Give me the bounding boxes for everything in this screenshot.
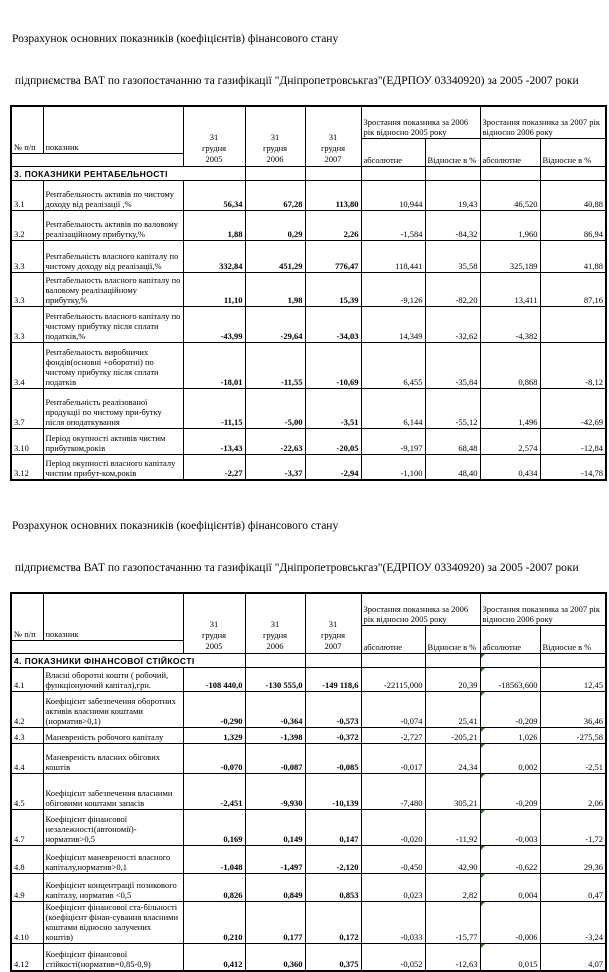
indicator-name: Період окупності власного капіталу чистим прибут-ком,років bbox=[43, 454, 183, 480]
growth-2007-relative bbox=[540, 306, 606, 342]
green-corner-marker-icon bbox=[481, 874, 485, 878]
row-number: 4.8 bbox=[11, 845, 43, 873]
date-line: 2005 bbox=[205, 153, 223, 164]
growth-2007-absolute-cell bbox=[480, 873, 540, 901]
date-line: грудня bbox=[201, 629, 227, 640]
row-number: 4.1 bbox=[11, 667, 43, 691]
growth-2006-absolute: -0,450 bbox=[361, 845, 425, 873]
value-2006: -11,55 bbox=[245, 342, 305, 388]
value-2006: -130 555,0 bbox=[245, 667, 305, 691]
date-line: 31 bbox=[270, 618, 280, 629]
growth-2006-absolute: -22115,000 bbox=[361, 667, 425, 691]
indicator-row bbox=[11, 743, 606, 773]
date-line: грудня bbox=[262, 142, 288, 153]
growth-2006-relative: -11,92 bbox=[425, 809, 480, 845]
value-2005: 0,826 bbox=[183, 873, 245, 901]
indicator-name: Рентабельность власного капіталу по валовому реалізаційному прибутку,% bbox=[43, 272, 183, 306]
value-2006: -9,930 bbox=[245, 773, 305, 809]
indicator-row bbox=[11, 809, 606, 845]
growth-2007-relative: -2,51 bbox=[540, 743, 606, 773]
row-number: 4.9 bbox=[11, 873, 43, 901]
value-2005: 332,84 bbox=[183, 240, 245, 272]
growth-2006-relative: 35,58 bbox=[425, 240, 480, 272]
report-title-2-line1: Розрахунок основних показників (коефіцієнтів) фінансового стану bbox=[12, 520, 339, 532]
indicator-row bbox=[11, 180, 606, 210]
value-2006: 0,29 bbox=[245, 210, 305, 240]
growth-2007-absolute-cell bbox=[480, 428, 540, 454]
indicator-row bbox=[11, 388, 606, 428]
row-number: 4.10 bbox=[11, 901, 43, 943]
header-row-top bbox=[11, 106, 606, 138]
value-2005: -0,290 bbox=[183, 691, 245, 727]
green-corner-marker-icon bbox=[481, 668, 485, 672]
row-number: 4.7 bbox=[11, 809, 43, 845]
value-2007: 0,375 bbox=[305, 943, 361, 971]
col-header-indicator: показник bbox=[43, 593, 183, 640]
col-header-date-2006 bbox=[245, 593, 305, 653]
growth-2007-relative: -12,84 bbox=[540, 428, 606, 454]
value-2005: -11,15 bbox=[183, 388, 245, 428]
growth-2006-absolute: 6,455 bbox=[361, 342, 425, 388]
growth-2006-relative: 305,21 bbox=[425, 773, 480, 809]
col-header-number: № п/п bbox=[11, 593, 43, 640]
section-empty-cell bbox=[245, 653, 305, 667]
report-title-1 bbox=[12, 4, 609, 102]
growth-2006-relative: -32,62 bbox=[425, 306, 480, 342]
header-gap-cell bbox=[11, 640, 183, 653]
indicator-name: Власні оборотні кошти ( робочий, функціонуючий капітал),грн. bbox=[43, 667, 183, 691]
growth-2006-absolute: -2,727 bbox=[361, 727, 425, 743]
growth-2007-relative: 86,94 bbox=[540, 210, 606, 240]
section-empty-cell bbox=[480, 653, 540, 667]
growth-2007-absolute: 0,868 bbox=[518, 376, 538, 387]
section-empty-cell bbox=[361, 166, 425, 180]
date-line: 2005 bbox=[205, 640, 223, 651]
section-empty-cell bbox=[425, 653, 480, 667]
col-header-number: № п/п bbox=[11, 106, 43, 153]
indicator-row bbox=[11, 773, 606, 809]
growth-2006-relative: -205,21 bbox=[425, 727, 480, 743]
value-2006: -1,497 bbox=[245, 845, 305, 873]
header-row-top bbox=[11, 593, 606, 625]
indicator-name: Коефіцієнт забезпечення оборотних активів власними коштами (норматив>0,1) bbox=[43, 691, 183, 727]
growth-2006-relative: -35,84 bbox=[425, 342, 480, 388]
value-2005: -18,01 bbox=[183, 342, 245, 388]
col-header-date-2007 bbox=[305, 593, 361, 653]
value-2006: 0,177 bbox=[245, 901, 305, 943]
row-number: 4.4 bbox=[11, 743, 43, 773]
header-gap-cell bbox=[11, 153, 183, 166]
green-corner-marker-icon bbox=[481, 944, 485, 948]
growth-2007-absolute: 1,960 bbox=[518, 228, 538, 239]
value-2007: -2,94 bbox=[305, 454, 361, 480]
indicator-name: Рентабельность виробничих фондів(основні +оборотні) по чистому прибутку після сплати податків bbox=[43, 342, 183, 388]
growth-2006-absolute: -1,584 bbox=[361, 210, 425, 240]
col-header-growth-2007: Зростання показника за 2007 рік відносно 2006 року bbox=[480, 593, 606, 625]
value-2005: -13,43 bbox=[183, 428, 245, 454]
date-line: грудня bbox=[320, 142, 346, 153]
value-2006: 1,98 bbox=[245, 272, 305, 306]
row-number: 3.7 bbox=[11, 388, 43, 428]
section-title: 3. ПОКАЗНИКИ РЕНТАБЕЛЬНОСТІ bbox=[11, 166, 245, 180]
growth-2007-absolute-cell bbox=[480, 773, 540, 809]
growth-2007-absolute: 0,015 bbox=[518, 959, 538, 969]
growth-2007-absolute: 0,434 bbox=[518, 468, 538, 478]
indicator-name: Рентабельність власного капіталу по чистому доходу від реалізації,% bbox=[43, 240, 183, 272]
green-corner-marker-icon bbox=[481, 774, 485, 778]
growth-2006-absolute: 118,441 bbox=[361, 240, 425, 272]
col-header-date-2006 bbox=[245, 106, 305, 166]
indicator-row bbox=[11, 454, 606, 480]
col-header-relative-2007: Відносне в % bbox=[540, 138, 606, 166]
green-corner-marker-icon bbox=[481, 810, 485, 814]
value-2005: -2,27 bbox=[183, 454, 245, 480]
growth-2007-absolute-cell bbox=[480, 180, 540, 210]
growth-2007-absolute-cell bbox=[480, 845, 540, 873]
section-empty-cell bbox=[305, 166, 361, 180]
value-2006: 67,28 bbox=[245, 180, 305, 210]
col-header-relative-2006: Відносне в % bbox=[425, 625, 480, 653]
indicator-name: Коефіцієнт концентрації позикового капіталу, норматив <0,5 bbox=[43, 873, 183, 901]
value-2007: -2,120 bbox=[305, 845, 361, 873]
growth-2006-relative: 68,48 bbox=[425, 428, 480, 454]
value-2007: 0,172 bbox=[305, 901, 361, 943]
date-line: 31 bbox=[328, 131, 338, 142]
value-2007: 113,80 bbox=[305, 180, 361, 210]
value-2005: -108 440,0 bbox=[183, 667, 245, 691]
value-2005: 11,10 bbox=[183, 272, 245, 306]
growth-2006-relative: -84,32 bbox=[425, 210, 480, 240]
value-2006: 451,29 bbox=[245, 240, 305, 272]
value-2007: 15,39 bbox=[305, 272, 361, 306]
indicator-row bbox=[11, 845, 606, 873]
growth-2006-relative: -82,20 bbox=[425, 272, 480, 306]
growth-2006-relative: 24,34 bbox=[425, 743, 480, 773]
growth-2007-absolute: -0,209 bbox=[515, 797, 538, 808]
indicator-name: Рентабельность активів по чистому доходу від реалізації ,% bbox=[43, 180, 183, 210]
growth-2007-absolute: 0,002 bbox=[518, 761, 538, 772]
indicator-row bbox=[11, 691, 606, 727]
indicator-row bbox=[11, 943, 606, 971]
date-line: 2007 bbox=[324, 153, 342, 164]
growth-2007-absolute: -0,209 bbox=[515, 715, 538, 726]
growth-2007-relative: 12,45 bbox=[540, 667, 606, 691]
date-line: 2006 bbox=[266, 153, 284, 164]
growth-2007-absolute-cell bbox=[480, 691, 540, 727]
col-header-absolute-2006: абсолютне bbox=[361, 625, 425, 653]
indicator-name: Коефіцієнт фінансової незалежності(автономії)-норматив>0,5 bbox=[43, 809, 183, 845]
growth-2007-absolute-cell bbox=[480, 809, 540, 845]
value-2005: 0,210 bbox=[183, 901, 245, 943]
growth-2007-absolute-cell bbox=[480, 454, 540, 480]
section-row bbox=[11, 653, 606, 667]
growth-2007-relative: 87,16 bbox=[540, 272, 606, 306]
growth-2007-relative: -3,24 bbox=[540, 901, 606, 943]
growth-2007-absolute-cell bbox=[480, 901, 540, 943]
indicator-name: Рентабельность активів по валовому реалізаційному прибутку,% bbox=[43, 210, 183, 240]
indicator-row bbox=[11, 342, 606, 388]
col-header-relative-2006: Відносне в % bbox=[425, 138, 480, 166]
section-empty-cell bbox=[540, 653, 606, 667]
date-line: грудня bbox=[201, 142, 227, 153]
growth-2007-absolute-cell bbox=[480, 727, 540, 743]
col-header-absolute-2006: абсолютне bbox=[361, 138, 425, 166]
growth-2006-relative: -55,12 bbox=[425, 388, 480, 428]
col-header-date-2005 bbox=[183, 106, 245, 166]
green-corner-marker-icon bbox=[481, 902, 485, 906]
row-number: 3.10 bbox=[11, 428, 43, 454]
growth-2006-absolute: 0,023 bbox=[361, 873, 425, 901]
indicator-row bbox=[11, 873, 606, 901]
section-empty-cell bbox=[245, 166, 305, 180]
indicator-row bbox=[11, 667, 606, 691]
growth-2007-absolute-cell bbox=[480, 306, 540, 342]
indicator-row bbox=[11, 210, 606, 240]
growth-2007-relative: 0,47 bbox=[540, 873, 606, 901]
indicator-row bbox=[11, 240, 606, 272]
table-body bbox=[11, 106, 606, 480]
value-2007: 776,47 bbox=[305, 240, 361, 272]
profitability-table-container bbox=[0, 105, 609, 481]
growth-2007-relative: -14,78 bbox=[540, 454, 606, 480]
indicator-row bbox=[11, 727, 606, 743]
growth-2007-absolute: 2,574 bbox=[518, 442, 538, 453]
growth-2006-absolute: 10,944 bbox=[361, 180, 425, 210]
growth-2006-relative: -12,63 bbox=[425, 943, 480, 971]
growth-2006-absolute: -0,020 bbox=[361, 809, 425, 845]
green-corner-marker-icon bbox=[481, 728, 485, 732]
growth-2006-relative: 42,90 bbox=[425, 845, 480, 873]
row-number: 3.3 bbox=[11, 306, 43, 342]
value-2006: -22,63 bbox=[245, 428, 305, 454]
value-2007: -3,51 bbox=[305, 388, 361, 428]
value-2007: -34,03 bbox=[305, 306, 361, 342]
financial-stability-table bbox=[10, 592, 607, 972]
col-header-growth-2007: Зростання показника за 2007 рік відносно 2006 року bbox=[480, 106, 606, 138]
growth-2006-relative: 19,43 bbox=[425, 180, 480, 210]
green-corner-marker-icon bbox=[481, 654, 485, 658]
section-row bbox=[11, 166, 606, 180]
value-2005: -1,048 bbox=[183, 845, 245, 873]
table-body bbox=[11, 593, 606, 971]
growth-2007-absolute-cell bbox=[480, 667, 540, 691]
growth-2007-absolute: -0,622 bbox=[515, 861, 538, 872]
date-line: грудня bbox=[320, 629, 346, 640]
growth-2007-absolute: 13,411 bbox=[514, 294, 538, 305]
indicator-name: Маневреність робочого капіталу bbox=[43, 727, 183, 743]
growth-2007-relative: -275,58 bbox=[540, 727, 606, 743]
row-number: 3.12 bbox=[11, 454, 43, 480]
growth-2007-relative: -42,69 bbox=[540, 388, 606, 428]
date-line: 31 bbox=[328, 618, 338, 629]
profitability-table bbox=[10, 105, 607, 481]
section-empty-cell bbox=[480, 166, 540, 180]
section-empty-cell bbox=[361, 653, 425, 667]
growth-2006-absolute: -0,033 bbox=[361, 901, 425, 943]
row-number: 3.2 bbox=[11, 210, 43, 240]
date-line: 31 bbox=[209, 131, 219, 142]
row-number: 3.3 bbox=[11, 240, 43, 272]
value-2005: 0,169 bbox=[183, 809, 245, 845]
date-line: грудня bbox=[262, 629, 288, 640]
growth-2006-relative: 48,40 bbox=[425, 454, 480, 480]
value-2007: -10,139 bbox=[305, 773, 361, 809]
value-2005: -0,070 bbox=[183, 743, 245, 773]
indicator-name: Коефіцієнт фінансової ста-більності (коефіцієнт фінан-сування власними коштами відносно залучених коштів) bbox=[43, 901, 183, 943]
section-title: 4. ПОКАЗНИКИ ФІНАНСОВОЇ СТІЙКОСТІ bbox=[11, 653, 245, 667]
growth-2007-absolute-cell bbox=[480, 388, 540, 428]
growth-2007-relative: 2,06 bbox=[540, 773, 606, 809]
indicator-name: Маневреність власних обігових коштів bbox=[43, 743, 183, 773]
report-title-2 bbox=[12, 491, 609, 589]
green-corner-marker-icon bbox=[481, 846, 485, 850]
value-2006: -0,087 bbox=[245, 743, 305, 773]
growth-2007-absolute: -18563,600 bbox=[498, 679, 538, 690]
indicator-row bbox=[11, 428, 606, 454]
green-corner-marker-icon bbox=[481, 744, 485, 748]
value-2007: -10,69 bbox=[305, 342, 361, 388]
value-2006: -0,364 bbox=[245, 691, 305, 727]
report-title-1-line1: Розрахунок основних показників (коефіцієнтів) фінансового стану bbox=[12, 33, 339, 45]
value-2006: -1,398 bbox=[245, 727, 305, 743]
value-2007: -149 118,6 bbox=[305, 667, 361, 691]
growth-2007-absolute-cell bbox=[480, 210, 540, 240]
indicator-name: Коефіцієнт фінансової стійкості(норматив=0,85-0,9) bbox=[43, 943, 183, 971]
indicator-name: Період окупності активів чистим прибутком,років bbox=[43, 428, 183, 454]
date-line: 31 bbox=[209, 618, 219, 629]
growth-2006-absolute: -9,126 bbox=[361, 272, 425, 306]
value-2007: -0,085 bbox=[305, 743, 361, 773]
date-line: 2006 bbox=[266, 640, 284, 651]
indicator-row bbox=[11, 272, 606, 306]
col-header-indicator: показник bbox=[43, 106, 183, 153]
date-line: 31 bbox=[270, 131, 280, 142]
growth-2006-absolute: -0,017 bbox=[361, 743, 425, 773]
growth-2007-relative: 29,36 bbox=[540, 845, 606, 873]
value-2005: 1,88 bbox=[183, 210, 245, 240]
value-2006: 0,149 bbox=[245, 809, 305, 845]
growth-2007-relative: 36,46 bbox=[540, 691, 606, 727]
growth-2007-absolute: -4,382 bbox=[515, 330, 538, 341]
growth-2007-absolute-cell bbox=[480, 342, 540, 388]
growth-2007-relative: 41,88 bbox=[540, 240, 606, 272]
col-header-date-2007 bbox=[305, 106, 361, 166]
value-2007: -0,573 bbox=[305, 691, 361, 727]
section-empty-cell bbox=[305, 653, 361, 667]
growth-2006-relative: 20,39 bbox=[425, 667, 480, 691]
value-2006: 0,360 bbox=[245, 943, 305, 971]
row-number: 3.1 bbox=[11, 180, 43, 210]
growth-2007-absolute: -0,003 bbox=[515, 833, 538, 844]
value-2007: -0,372 bbox=[305, 727, 361, 743]
growth-2006-absolute: 6,144 bbox=[361, 388, 425, 428]
indicator-name: Коефіцієнт забезпечення власними обіговими коштами запасів bbox=[43, 773, 183, 809]
row-number: 4.12 bbox=[11, 943, 43, 971]
growth-2007-relative: 40,88 bbox=[540, 180, 606, 210]
growth-2007-absolute-cell bbox=[480, 743, 540, 773]
growth-2007-absolute-cell bbox=[480, 272, 540, 306]
growth-2007-absolute: 0,004 bbox=[518, 889, 538, 900]
row-number: 4.5 bbox=[11, 773, 43, 809]
col-header-absolute-2007: абсолютне bbox=[480, 138, 540, 166]
green-corner-marker-icon bbox=[481, 692, 485, 696]
growth-2007-relative: -8,12 bbox=[540, 342, 606, 388]
indicator-row bbox=[11, 901, 606, 943]
table-spacer bbox=[0, 481, 609, 487]
report-title-1-line2: підприємства ВАТ по газопостачанню та газифікації "Дніпропетровськгаз"(ЕДРПОУ 03340920) за 2005 -2007 роки bbox=[12, 75, 579, 87]
row-number: 4.3 bbox=[11, 727, 43, 743]
col-header-date-2005 bbox=[183, 593, 245, 653]
indicator-row bbox=[11, 306, 606, 342]
growth-2007-absolute-cell bbox=[480, 943, 540, 971]
financial-stability-table-container bbox=[0, 592, 609, 972]
growth-2006-absolute: 14,349 bbox=[361, 306, 425, 342]
report-title-2-line2: підприємства ВАТ по газопостачанню та газифікації "Дніпропетровськгаз"(ЕДРПОУ 03340920) за 2005 -2007 роки bbox=[12, 562, 579, 574]
value-2007: 0,853 bbox=[305, 873, 361, 901]
value-2005: -43,99 bbox=[183, 306, 245, 342]
row-number: 3.3 bbox=[11, 272, 43, 306]
growth-2007-absolute: 325,189 bbox=[509, 260, 538, 271]
value-2006: -5,00 bbox=[245, 388, 305, 428]
value-2006: 0,849 bbox=[245, 873, 305, 901]
section-empty-cell bbox=[425, 166, 480, 180]
growth-2006-relative: 25,41 bbox=[425, 691, 480, 727]
col-header-growth-2006: Зростання показника за 2006 рік відносно 2005 року bbox=[361, 593, 480, 625]
indicator-name: Коефіцієнт маневреності власного капіталу,норматив>0,1 bbox=[43, 845, 183, 873]
growth-2006-relative: -15,77 bbox=[425, 901, 480, 943]
growth-2007-relative: 4,07 bbox=[540, 943, 606, 971]
col-header-growth-2006: Зростання показника за 2006 рік відносно 2005 року bbox=[361, 106, 480, 138]
value-2005: 56,34 bbox=[183, 180, 245, 210]
indicator-name: Рентабельность власного капіталу по чистому прибутку після сплати податків,% bbox=[43, 306, 183, 342]
growth-2006-absolute: -9,197 bbox=[361, 428, 425, 454]
value-2007: -20,05 bbox=[305, 428, 361, 454]
value-2007: 2,26 bbox=[305, 210, 361, 240]
value-2005: 1,329 bbox=[183, 727, 245, 743]
growth-2006-absolute: -0,052 bbox=[361, 943, 425, 971]
growth-2007-absolute-cell bbox=[480, 240, 540, 272]
growth-2006-relative: 2,82 bbox=[425, 873, 480, 901]
row-number: 3.4 bbox=[11, 342, 43, 388]
growth-2007-absolute: -0,006 bbox=[515, 931, 538, 942]
value-2005: -2,451 bbox=[183, 773, 245, 809]
value-2006: -3,37 bbox=[245, 454, 305, 480]
col-header-absolute-2007: абсолютне bbox=[480, 625, 540, 653]
section-empty-cell bbox=[540, 166, 606, 180]
indicator-name: Рентабельність реалізованої продукції по чистому при-бутку після оподаткування bbox=[43, 388, 183, 428]
date-line: 2007 bbox=[324, 640, 342, 651]
value-2007: 0,147 bbox=[305, 809, 361, 845]
value-2006: -29,64 bbox=[245, 306, 305, 342]
growth-2006-absolute: -7,480 bbox=[361, 773, 425, 809]
growth-2006-absolute: -0,074 bbox=[361, 691, 425, 727]
growth-2006-absolute: -1,100 bbox=[361, 454, 425, 480]
growth-2007-absolute: 1,496 bbox=[518, 416, 538, 427]
row-number: 4.2 bbox=[11, 691, 43, 727]
col-header-relative-2007: Відносне в % bbox=[540, 625, 606, 653]
growth-2007-relative: -1,72 bbox=[540, 809, 606, 845]
growth-2007-absolute: 1,026 bbox=[518, 731, 538, 742]
value-2005: 0,412 bbox=[183, 943, 245, 971]
growth-2007-absolute: 46,520 bbox=[514, 198, 538, 209]
